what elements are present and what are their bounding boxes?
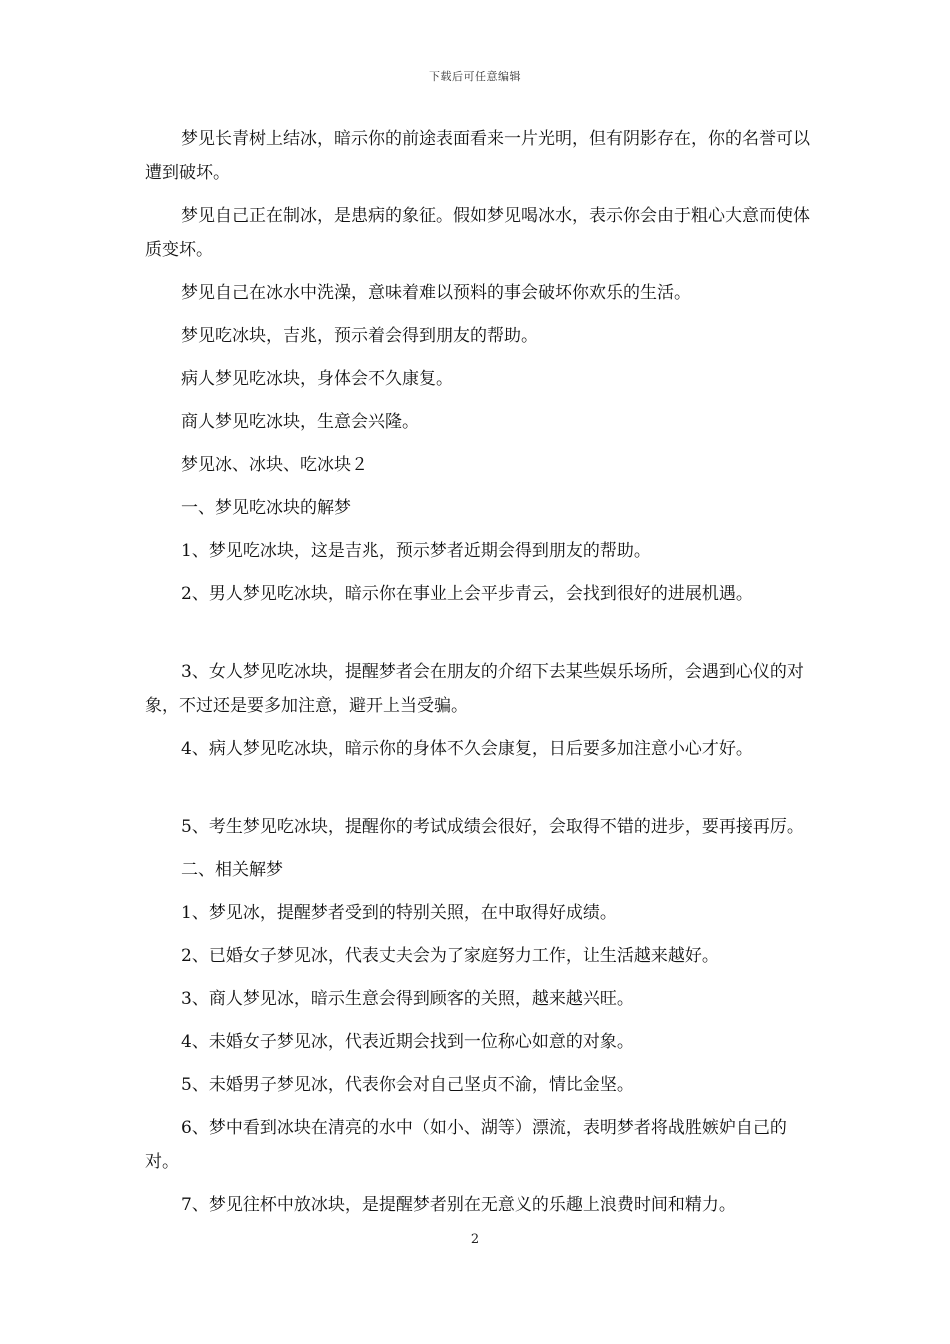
list-item: 5、考生梦见吃冰块，提醒你的考试成绩会很好，会取得不错的进步，要再接再厉。 bbox=[181, 817, 804, 837]
section-heading: 一、梦见吃冰块的解梦 bbox=[181, 498, 351, 518]
list-item: 4、未婚女子梦见冰，代表近期会找到一位称心如意的对象。 bbox=[181, 1032, 634, 1052]
list-item: 1、梦见冰，提醒梦者受到的特别关照，在中取得好成绩。 bbox=[181, 903, 617, 923]
section-title: 梦见冰、冰块、吃冰块２ bbox=[181, 455, 368, 475]
page-number: 2 bbox=[470, 1232, 480, 1247]
list-item: 5、未婚男子梦见冰，代表你会对自己坚贞不渝，情比金坚。 bbox=[181, 1075, 634, 1095]
list-item: 2、男人梦见吃冰块，暗示你在事业上会平步青云，会找到很好的进展机遇。 bbox=[181, 584, 753, 604]
page-header: 下载后可任意编辑 bbox=[429, 70, 521, 83]
list-item: 2、已婚女子梦见冰，代表丈夫会为了家庭努力工作，让生活越来越好。 bbox=[181, 946, 719, 966]
list-item: 3、女人梦见吃冰块，提醒梦者会在朋友的介绍下去某些娱乐场所，会遇到心仪的对象，不过还是要多加注意，避开上当受骗。 bbox=[145, 662, 804, 716]
list-item: 3、商人梦见冰，暗示生意会得到顾客的关照，越来越兴旺。 bbox=[181, 989, 634, 1009]
paragraph: 病人梦见吃冰块，身体会不久康复。 bbox=[181, 369, 453, 389]
list-item: 6、梦中看到冰块在清亮的水中（如小、湖等）漂流，表明梦者将战胜嫉妒自己的对。 bbox=[145, 1118, 787, 1172]
paragraph: 梦见自己在冰水中洗澡，意味着难以预料的事会破坏你欢乐的生活。 bbox=[181, 283, 691, 303]
paragraph: 梦见长青树上结冰，暗示你的前途表面看来一片光明，但有阴影存在，你的名誉可以遭到破坏。 bbox=[145, 129, 810, 183]
paragraph: 商人梦见吃冰块，生意会兴隆。 bbox=[181, 412, 419, 432]
list-item: 1、梦见吃冰块，这是吉兆，预示梦者近期会得到朋友的帮助。 bbox=[181, 541, 651, 561]
paragraph: 梦见吃冰块，吉兆，预示着会得到朋友的帮助。 bbox=[181, 326, 538, 346]
section-heading: 二、相关解梦 bbox=[181, 860, 283, 880]
document-body bbox=[145, 122, 820, 1231]
list-item: 4、病人梦见吃冰块，暗示你的身体不久会康复，日后要多加注意小心才好。 bbox=[181, 739, 753, 759]
paragraph: 梦见自己正在制冰，是患病的象征。假如梦见喝冰水，表示你会由于粗心大意而使体质变坏。 bbox=[145, 206, 810, 260]
list-item: 7、梦见往杯中放冰块，是提醒梦者别在无意义的乐趣上浪费时间和精力。 bbox=[181, 1195, 736, 1215]
